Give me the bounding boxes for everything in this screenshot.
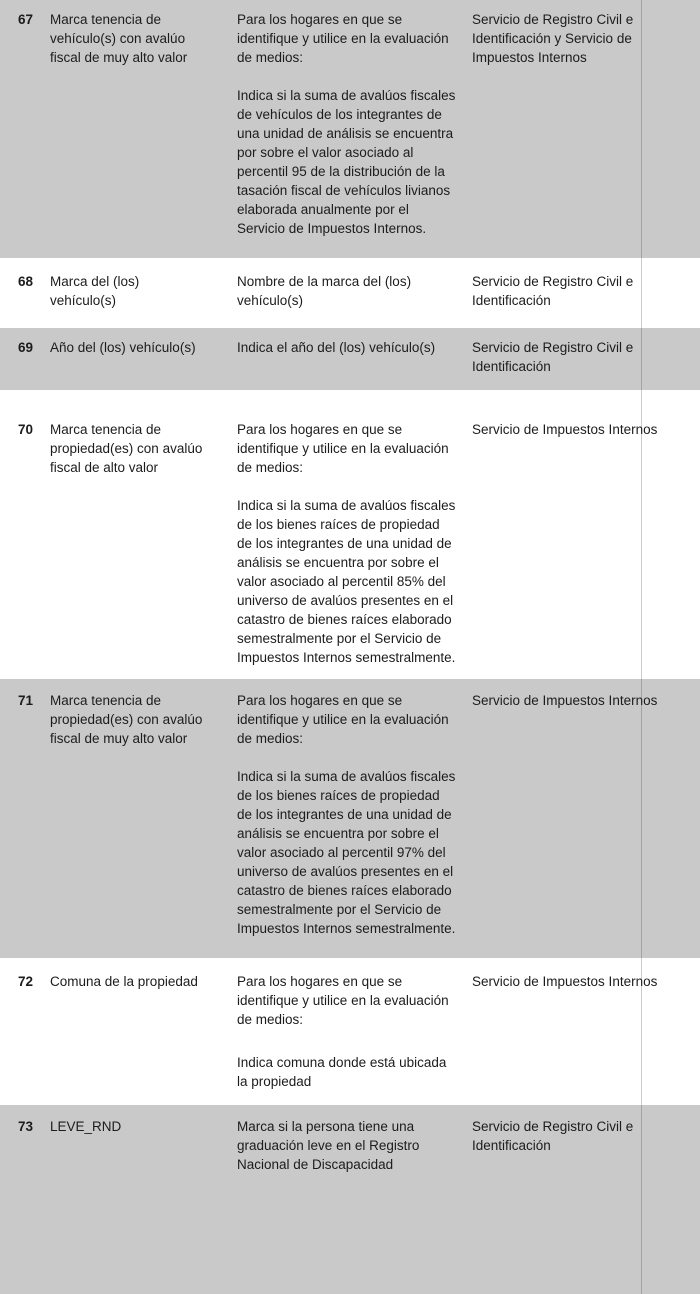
description-paragraph: Para los hogares en que se identifique y utilice en la evaluación de medios: bbox=[237, 974, 449, 1027]
table-row bbox=[0, 272, 700, 310]
row-variable-name: Marca tenencia de propiedad(es) con avalúo fiscal de alto valor bbox=[50, 422, 203, 475]
row-source: Servicio de Impuestos Internos bbox=[472, 693, 658, 708]
description-paragraph: Marca si la persona tiene una graduación leve en el Registro Nacional de Discapacidad bbox=[237, 1119, 420, 1172]
row-variable-name: Marca tenencia de vehículo(s) con avalúo fiscal de muy alto valor bbox=[50, 12, 188, 65]
row-source: Servicio de Impuestos Internos bbox=[472, 974, 658, 989]
description-paragraph: Para los hogares en que se identifique y utilice en la evaluación de medios: bbox=[237, 422, 449, 475]
row-variable-name: Año del (los) vehículo(s) bbox=[50, 340, 196, 355]
row-source: Servicio de Registro Civil e Identificación y Servicio de Impuestos Internos bbox=[472, 12, 634, 65]
description-paragraph: Nombre de la marca del (los) vehículo(s) bbox=[237, 274, 412, 308]
row-description bbox=[237, 420, 472, 667]
table-row bbox=[0, 679, 700, 958]
row-number: 71 bbox=[18, 693, 34, 708]
row-number: 68 bbox=[18, 274, 34, 289]
row-variable-name: Marca del (los) vehículo(s) bbox=[50, 274, 140, 308]
description-paragraph: Indica si la suma de avalúos fiscales de vehículos de los integrantes de una unidad de análisis se encuentra por sobre el valor asociado al percentil 95 de la distribución de la tasación fiscal de vehículos livianos elaborada anualmente por el Servicio de Impuestos Internos. bbox=[237, 88, 456, 236]
description-paragraph: Indica el año del (los) vehículo(s) bbox=[237, 340, 436, 355]
description-paragraph: Indica si la suma de avalúos fiscales de los bienes raíces de propiedad de los integrantes de una unidad de análisis se encuentra por sobre el valor asociado al percentil 85% del universo de avalúos presentes en el catastro de bienes raíces elaborado semestralmente por el Servicio de Impuestos Internos semestralmente. bbox=[237, 498, 456, 665]
row-description bbox=[237, 338, 472, 376]
description-paragraph: Indica comuna donde está ubicada la propiedad bbox=[237, 1055, 447, 1089]
row-source: Servicio de Impuestos Internos bbox=[472, 422, 658, 437]
row-variable-name: Marca tenencia de propiedad(es) con avalúo fiscal de muy alto valor bbox=[50, 693, 203, 746]
row-number: 72 bbox=[18, 974, 34, 989]
description-paragraph: Para los hogares en que se identifique y utilice en la evaluación de medios: bbox=[237, 12, 449, 65]
row-number: 67 bbox=[18, 12, 34, 27]
row-number: 73 bbox=[18, 1119, 34, 1134]
row-description bbox=[237, 972, 472, 1091]
row-variable-name: Comuna de la propiedad bbox=[50, 974, 198, 989]
row-description bbox=[237, 1117, 472, 1294]
row-source: Servicio de Registro Civil e Identificación bbox=[472, 1119, 634, 1153]
table-row bbox=[0, 420, 700, 667]
row-variable-name: LEVE_RND bbox=[50, 1119, 122, 1134]
table-row bbox=[0, 328, 700, 390]
row-description bbox=[237, 10, 472, 238]
table-row bbox=[0, 0, 700, 258]
row-description bbox=[237, 272, 472, 310]
row-number: 69 bbox=[18, 340, 34, 355]
row-number: 70 bbox=[18, 422, 34, 437]
row-description bbox=[237, 691, 472, 938]
description-paragraph: Indica si la suma de avalúos fiscales de los bienes raíces de propiedad de los integrantes de una unidad de análisis se encuentra por sobre el valor asociado al percentil 97% del universo de avalúos presentes en el catastro de bienes raíces elaborado semestralmente por el Servicio de Impuestos Internos semestralmente. bbox=[237, 769, 456, 936]
table-row bbox=[0, 1105, 700, 1294]
table-row bbox=[0, 972, 700, 1091]
row-source: Servicio de Registro Civil e Identificación bbox=[472, 274, 634, 308]
description-paragraph: Para los hogares en que se identifique y utilice en la evaluación de medios: bbox=[237, 693, 449, 746]
row-source: Servicio de Registro Civil e Identificación bbox=[472, 340, 634, 374]
